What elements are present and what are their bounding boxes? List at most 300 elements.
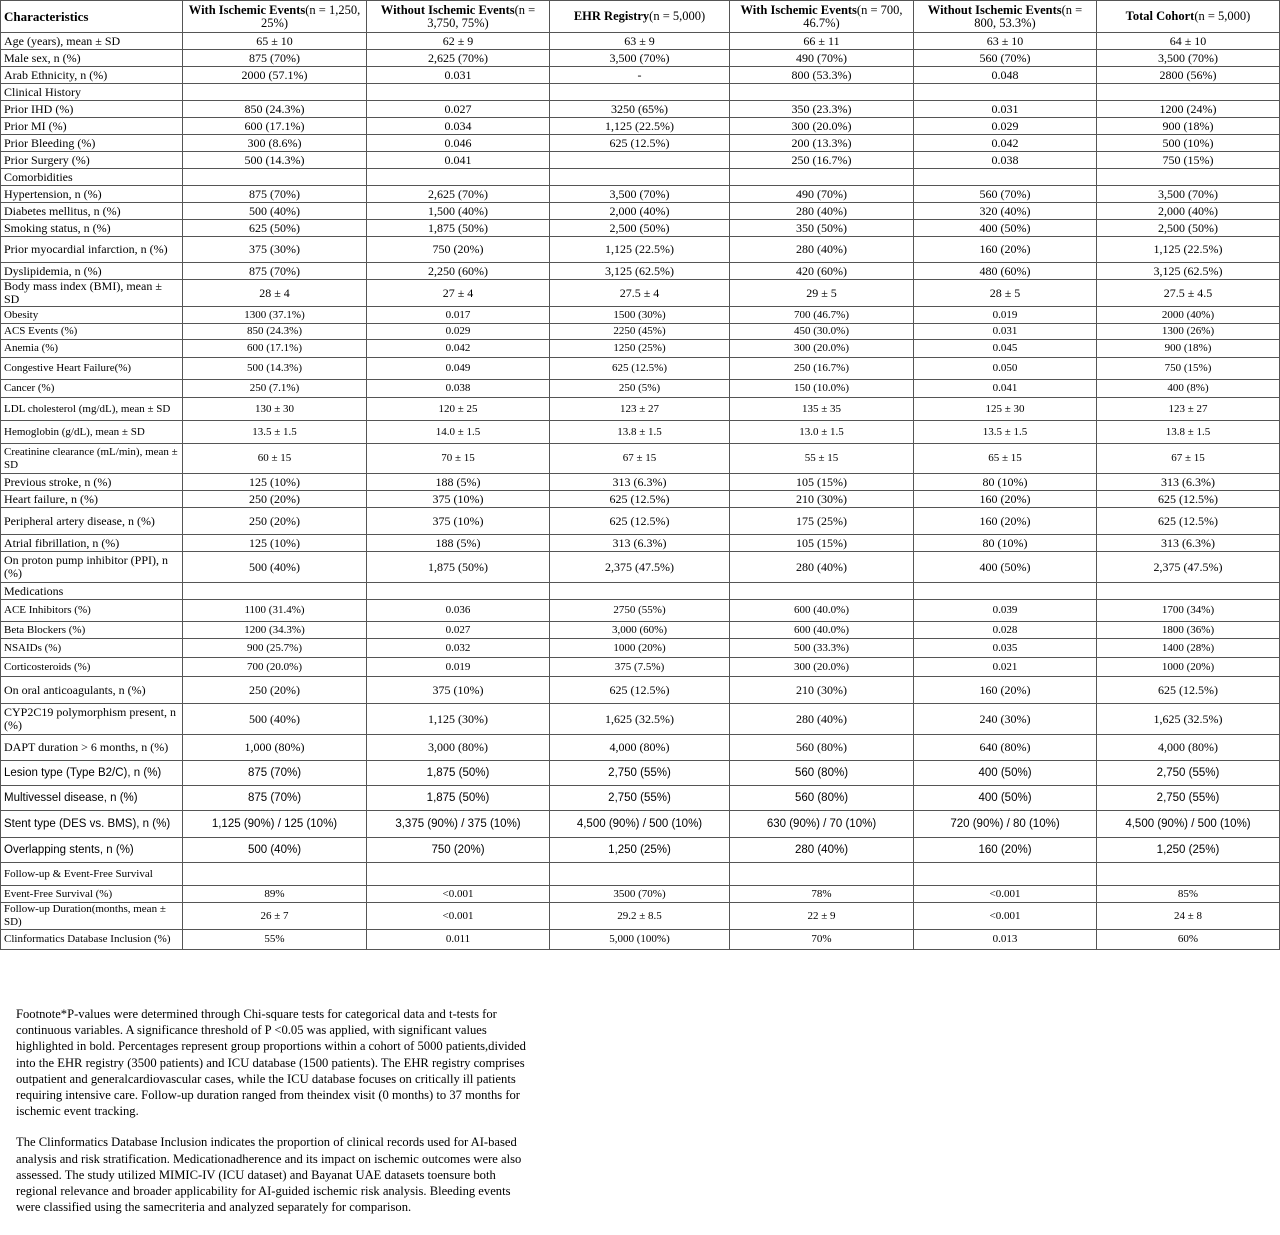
table-cell: 105 (15%) bbox=[730, 535, 914, 552]
table-cell: 250 (7.1%) bbox=[183, 380, 367, 398]
table-cell: 630 (90%) / 70 (10%) bbox=[730, 811, 914, 838]
table-cell: 420 (60%) bbox=[730, 263, 914, 280]
table-cell: 480 (60%) bbox=[914, 263, 1097, 280]
table-cell: 70% bbox=[730, 930, 914, 950]
table-cell: 0.027 bbox=[367, 622, 550, 639]
table-cell: 1700 (34%) bbox=[1097, 600, 1280, 622]
table-row bbox=[1, 358, 1280, 380]
table-cell: 160 (20%) bbox=[914, 838, 1097, 863]
table-cell: 0.013 bbox=[914, 930, 1097, 950]
column-header-title: Without Ischemic Events bbox=[380, 2, 515, 17]
row-label: Stent type (DES vs. BMS), n (%) bbox=[1, 811, 183, 838]
table-cell: 0.019 bbox=[367, 658, 550, 677]
table-cell: 1,125 (30%) bbox=[367, 704, 550, 735]
table-cell bbox=[1097, 863, 1280, 886]
table-row bbox=[1, 50, 1280, 67]
table-row bbox=[1, 380, 1280, 398]
table-cell bbox=[914, 169, 1097, 186]
table-cell: 375 (10%) bbox=[367, 508, 550, 535]
row-label: Arab Ethnicity, n (%) bbox=[1, 67, 183, 84]
row-label: On proton pump inhibitor (PPI), n (%) bbox=[1, 552, 183, 583]
table-cell: 1,875 (50%) bbox=[367, 552, 550, 583]
row-label: Creatinine clearance (mL/min), mean ± SD bbox=[1, 444, 183, 474]
table-cell: 210 (30%) bbox=[730, 677, 914, 704]
table-cell: 65 ± 10 bbox=[183, 33, 367, 50]
table-row bbox=[1, 735, 1280, 761]
table-cell: 4,500 (90%) / 500 (10%) bbox=[550, 811, 730, 838]
table-cell: 0.035 bbox=[914, 639, 1097, 658]
table-cell: 900 (18%) bbox=[1097, 118, 1280, 135]
table-cell: 125 (10%) bbox=[183, 535, 367, 552]
table-row bbox=[1, 118, 1280, 135]
table-cell: 13.5 ± 1.5 bbox=[914, 421, 1097, 444]
table-cell: 750 (20%) bbox=[367, 237, 550, 263]
table-cell: 240 (30%) bbox=[914, 704, 1097, 735]
table-cell: 2,625 (70%) bbox=[367, 50, 550, 67]
column-header-title: Total Cohort bbox=[1125, 9, 1195, 23]
table-cell: 160 (20%) bbox=[914, 491, 1097, 508]
table-cell: 2,375 (47.5%) bbox=[550, 552, 730, 583]
column-header-title: Characteristics bbox=[4, 9, 89, 24]
row-label: Prior IHD (%) bbox=[1, 101, 183, 118]
column-header bbox=[1097, 1, 1280, 33]
table-cell: 1,625 (32.5%) bbox=[1097, 704, 1280, 735]
table-cell bbox=[367, 84, 550, 101]
table-cell: 2,500 (50%) bbox=[550, 220, 730, 237]
table-cell: 1300 (26%) bbox=[1097, 324, 1280, 340]
table-cell: 85% bbox=[1097, 886, 1280, 903]
table-cell: 0.045 bbox=[914, 340, 1097, 358]
column-header-title: Without Ischemic Events bbox=[927, 2, 1062, 17]
table-cell: 29.2 ± 8.5 bbox=[550, 903, 730, 930]
row-label: Prior myocardial infarction, n (%) bbox=[1, 237, 183, 263]
row-label: Peripheral artery disease, n (%) bbox=[1, 508, 183, 535]
table-cell: 750 (15%) bbox=[1097, 152, 1280, 169]
table-cell: 0.050 bbox=[914, 358, 1097, 380]
column-header-title: EHR Registry bbox=[573, 9, 650, 23]
table-cell: 560 (70%) bbox=[914, 50, 1097, 67]
table-cell bbox=[367, 169, 550, 186]
table-cell: 500 (40%) bbox=[183, 203, 367, 220]
table-cell: 625 (12.5%) bbox=[550, 677, 730, 704]
table-cell: 560 (80%) bbox=[730, 761, 914, 786]
table-cell: 400 (50%) bbox=[914, 220, 1097, 237]
table-row bbox=[1, 600, 1280, 622]
row-label: Prior MI (%) bbox=[1, 118, 183, 135]
table-cell: 560 (70%) bbox=[914, 186, 1097, 203]
table-cell: 250 (5%) bbox=[550, 380, 730, 398]
table-row bbox=[1, 203, 1280, 220]
table-cell bbox=[1097, 169, 1280, 186]
table-header-row bbox=[1, 1, 1280, 33]
table-row bbox=[1, 421, 1280, 444]
table-cell: 0.048 bbox=[914, 67, 1097, 84]
table-cell: 0.029 bbox=[914, 118, 1097, 135]
table-cell: 0.034 bbox=[367, 118, 550, 135]
section-row bbox=[1, 169, 1280, 186]
table-cell: 2,375 (47.5%) bbox=[1097, 552, 1280, 583]
table-cell: 875 (70%) bbox=[183, 761, 367, 786]
table-body bbox=[1, 33, 1280, 950]
row-label: NSAIDs (%) bbox=[1, 639, 183, 658]
table-cell: 625 (12.5%) bbox=[550, 358, 730, 380]
row-label: Congestive Heart Failure(%) bbox=[1, 358, 183, 380]
table-cell: 3,500 (70%) bbox=[550, 50, 730, 67]
table-cell: 3,125 (62.5%) bbox=[550, 263, 730, 280]
table-cell: 67 ± 15 bbox=[550, 444, 730, 474]
table-cell bbox=[183, 863, 367, 886]
section-row bbox=[1, 84, 1280, 101]
table-cell: 0.028 bbox=[914, 622, 1097, 639]
table-cell: 250 (20%) bbox=[183, 677, 367, 704]
table-cell: 400 (50%) bbox=[914, 786, 1097, 811]
table-cell bbox=[367, 863, 550, 886]
table-cell: 313 (6.3%) bbox=[550, 474, 730, 491]
row-label: Multivessel disease, n (%) bbox=[1, 786, 183, 811]
table-cell: 500 (14.3%) bbox=[183, 152, 367, 169]
table-cell: 60 ± 15 bbox=[183, 444, 367, 474]
table-cell: 450 (30.0%) bbox=[730, 324, 914, 340]
column-header-count: (n = 800, 53.3%) bbox=[974, 2, 1083, 30]
column-header-count: (n = 1,250, 25%) bbox=[260, 2, 361, 30]
table-row bbox=[1, 508, 1280, 535]
table-cell: 1,250 (25%) bbox=[550, 838, 730, 863]
table-cell: 0.031 bbox=[367, 67, 550, 84]
table-cell bbox=[730, 169, 914, 186]
table-cell: 600 (40.0%) bbox=[730, 600, 914, 622]
table-cell: 1200 (24%) bbox=[1097, 101, 1280, 118]
table-cell: 2,750 (55%) bbox=[550, 761, 730, 786]
table-cell: 2750 (55%) bbox=[550, 600, 730, 622]
table-cell: 123 ± 27 bbox=[550, 398, 730, 421]
table-cell: 560 (80%) bbox=[730, 735, 914, 761]
table-cell: 900 (18%) bbox=[1097, 340, 1280, 358]
row-label: Heart failure, n (%) bbox=[1, 491, 183, 508]
table-row bbox=[1, 658, 1280, 677]
table-cell: 1,125 (90%) / 125 (10%) bbox=[183, 811, 367, 838]
table-cell bbox=[183, 583, 367, 600]
table-row bbox=[1, 677, 1280, 704]
table-row bbox=[1, 786, 1280, 811]
row-label: Hypertension, n (%) bbox=[1, 186, 183, 203]
table-cell: 1,125 (22.5%) bbox=[1097, 237, 1280, 263]
table-cell: 3,500 (70%) bbox=[1097, 186, 1280, 203]
table-row bbox=[1, 552, 1280, 583]
table-cell: 3,375 (90%) / 375 (10%) bbox=[367, 811, 550, 838]
table-cell: 2,250 (60%) bbox=[367, 263, 550, 280]
table-row bbox=[1, 639, 1280, 658]
table-cell: 300 (20.0%) bbox=[730, 658, 914, 677]
table-cell: 900 (25.7%) bbox=[183, 639, 367, 658]
table-cell: 1,250 (25%) bbox=[1097, 838, 1280, 863]
table-cell: 27.5 ± 4.5 bbox=[1097, 280, 1280, 307]
column-header bbox=[367, 1, 550, 33]
table-cell: 280 (40%) bbox=[730, 237, 914, 263]
table-cell: 490 (70%) bbox=[730, 50, 914, 67]
row-label: Clinformatics Database Inclusion (%) bbox=[1, 930, 183, 950]
table-cell: 67 ± 15 bbox=[1097, 444, 1280, 474]
table-cell: 0.011 bbox=[367, 930, 550, 950]
table-cell: 313 (6.3%) bbox=[1097, 474, 1280, 491]
table-cell: 210 (30%) bbox=[730, 491, 914, 508]
row-label: ACE Inhibitors (%) bbox=[1, 600, 183, 622]
table-cell: 500 (10%) bbox=[1097, 135, 1280, 152]
table-cell: 850 (24.3%) bbox=[183, 101, 367, 118]
table-cell: 350 (50%) bbox=[730, 220, 914, 237]
column-header bbox=[730, 1, 914, 33]
table-row bbox=[1, 704, 1280, 735]
column-header-count: (n = 5,000) bbox=[649, 9, 706, 23]
table-cell: 1000 (20%) bbox=[1097, 658, 1280, 677]
table-cell: 2,750 (55%) bbox=[550, 786, 730, 811]
row-label: Male sex, n (%) bbox=[1, 50, 183, 67]
section-label: Clinical History bbox=[1, 84, 183, 101]
table-cell: 65 ± 15 bbox=[914, 444, 1097, 474]
table-cell bbox=[550, 84, 730, 101]
table-cell: 2,000 (40%) bbox=[550, 203, 730, 220]
row-label: ACS Events (%) bbox=[1, 324, 183, 340]
column-header-title: With Ischemic Events bbox=[740, 2, 857, 17]
table-cell: 320 (40%) bbox=[914, 203, 1097, 220]
section-row bbox=[1, 583, 1280, 600]
table-cell: 0.042 bbox=[367, 340, 550, 358]
table-cell: 160 (20%) bbox=[914, 508, 1097, 535]
table-cell: 80 (10%) bbox=[914, 474, 1097, 491]
table-cell: 300 (20.0%) bbox=[730, 340, 914, 358]
table-row bbox=[1, 535, 1280, 552]
table-cell: 0.029 bbox=[367, 324, 550, 340]
table-cell: 89% bbox=[183, 886, 367, 903]
table-cell: 13.5 ± 1.5 bbox=[183, 421, 367, 444]
table-cell: 1,500 (40%) bbox=[367, 203, 550, 220]
table-cell: 29 ± 5 bbox=[730, 280, 914, 307]
table-cell: 13.0 ± 1.5 bbox=[730, 421, 914, 444]
table-cell bbox=[730, 84, 914, 101]
table-cell: 13.8 ± 1.5 bbox=[1097, 421, 1280, 444]
table-cell: 625 (12.5%) bbox=[1097, 491, 1280, 508]
table-cell: 4,000 (80%) bbox=[1097, 735, 1280, 761]
table-cell: 300 (8.6%) bbox=[183, 135, 367, 152]
table-row bbox=[1, 398, 1280, 421]
table-cell: 0.038 bbox=[367, 380, 550, 398]
table-row bbox=[1, 186, 1280, 203]
row-label: Age (years), mean ± SD bbox=[1, 33, 183, 50]
table-cell: 0.017 bbox=[367, 307, 550, 324]
table-cell: 3250 (65%) bbox=[550, 101, 730, 118]
column-header bbox=[183, 1, 367, 33]
table-cell: 3,000 (60%) bbox=[550, 622, 730, 639]
row-label: Event-Free Survival (%) bbox=[1, 886, 183, 903]
table-cell: 625 (12.5%) bbox=[550, 491, 730, 508]
table-cell: 400 (50%) bbox=[914, 552, 1097, 583]
table-cell: <0.001 bbox=[914, 903, 1097, 930]
table-cell: 125 (10%) bbox=[183, 474, 367, 491]
table-cell: <0.001 bbox=[914, 886, 1097, 903]
table-cell: <0.001 bbox=[367, 903, 550, 930]
table-cell bbox=[183, 84, 367, 101]
table-cell bbox=[550, 863, 730, 886]
table-cell: 250 (20%) bbox=[183, 491, 367, 508]
row-label: Prior Surgery (%) bbox=[1, 152, 183, 169]
table-cell: 280 (40%) bbox=[730, 552, 914, 583]
table-cell: 2,500 (50%) bbox=[1097, 220, 1280, 237]
table-cell: 4,000 (80%) bbox=[550, 735, 730, 761]
row-label: Body mass index (BMI), mean ± SD bbox=[1, 280, 183, 307]
table-cell: 1200 (34.3%) bbox=[183, 622, 367, 639]
table-cell: 600 (17.1%) bbox=[183, 340, 367, 358]
table-cell: 78% bbox=[730, 886, 914, 903]
table-cell: 0.031 bbox=[914, 101, 1097, 118]
table-cell: 1,625 (32.5%) bbox=[550, 704, 730, 735]
table-cell: 375 (7.5%) bbox=[550, 658, 730, 677]
table-cell: 1,125 (22.5%) bbox=[550, 237, 730, 263]
table-cell: 0.042 bbox=[914, 135, 1097, 152]
table-cell bbox=[730, 863, 914, 886]
table-cell: 188 (5%) bbox=[367, 535, 550, 552]
row-label: Beta Blockers (%) bbox=[1, 622, 183, 639]
row-label: Anemia (%) bbox=[1, 340, 183, 358]
table-cell: 280 (40%) bbox=[730, 704, 914, 735]
table-cell: 280 (40%) bbox=[730, 838, 914, 863]
table-cell: 3,125 (62.5%) bbox=[1097, 263, 1280, 280]
column-header-count: (n = 5,000) bbox=[1194, 9, 1251, 23]
table-cell: 250 (20%) bbox=[183, 508, 367, 535]
table-cell: 125 ± 30 bbox=[914, 398, 1097, 421]
column-header-count: (n = 3,750, 75%) bbox=[427, 2, 536, 30]
table-cell: 0.027 bbox=[367, 101, 550, 118]
table-cell: 875 (70%) bbox=[183, 186, 367, 203]
table-cell: 1400 (28%) bbox=[1097, 639, 1280, 658]
table-cell: 375 (10%) bbox=[367, 677, 550, 704]
table-cell: 64 ± 10 bbox=[1097, 33, 1280, 50]
table-row bbox=[1, 237, 1280, 263]
table-cell: 1,000 (80%) bbox=[183, 735, 367, 761]
section-label: Comorbidities bbox=[1, 169, 183, 186]
table-cell: 55% bbox=[183, 930, 367, 950]
table-cell: 313 (6.3%) bbox=[550, 535, 730, 552]
row-label: Smoking status, n (%) bbox=[1, 220, 183, 237]
table-cell: 500 (33.3%) bbox=[730, 639, 914, 658]
row-label: Follow-up Duration(months, mean ± SD) bbox=[1, 903, 183, 930]
table-row bbox=[1, 474, 1280, 491]
table-cell bbox=[1097, 84, 1280, 101]
table-cell: 14.0 ± 1.5 bbox=[367, 421, 550, 444]
table-row bbox=[1, 930, 1280, 950]
table-cell bbox=[914, 583, 1097, 600]
table-cell: 2000 (40%) bbox=[1097, 307, 1280, 324]
table-cell: 625 (12.5%) bbox=[550, 135, 730, 152]
section-label: Medications bbox=[1, 583, 183, 600]
table-row bbox=[1, 307, 1280, 324]
table-cell bbox=[183, 169, 367, 186]
table-cell: 1,875 (50%) bbox=[367, 786, 550, 811]
table-cell: 123 ± 27 bbox=[1097, 398, 1280, 421]
row-label: Diabetes mellitus, n (%) bbox=[1, 203, 183, 220]
table-cell: 1500 (30%) bbox=[550, 307, 730, 324]
table-cell: 150 (10.0%) bbox=[730, 380, 914, 398]
row-label: Lesion type (Type B2/C), n (%) bbox=[1, 761, 183, 786]
table-cell: 500 (40%) bbox=[183, 704, 367, 735]
table-cell: 1000 (20%) bbox=[550, 639, 730, 658]
row-label: Overlapping stents, n (%) bbox=[1, 838, 183, 863]
table-cell: 2,625 (70%) bbox=[367, 186, 550, 203]
row-label: Dyslipidemia, n (%) bbox=[1, 263, 183, 280]
table-cell bbox=[730, 583, 914, 600]
table-row bbox=[1, 152, 1280, 169]
table-cell: 600 (40.0%) bbox=[730, 622, 914, 639]
table-cell: 500 (40%) bbox=[183, 838, 367, 863]
table-cell bbox=[550, 152, 730, 169]
table-cell: 1300 (37.1%) bbox=[183, 307, 367, 324]
table-cell: 0.041 bbox=[367, 152, 550, 169]
table-cell: 80 (10%) bbox=[914, 535, 1097, 552]
table-cell: 0.049 bbox=[367, 358, 550, 380]
table-cell: 0.019 bbox=[914, 307, 1097, 324]
table-cell: 22 ± 9 bbox=[730, 903, 914, 930]
table-cell: 70 ± 15 bbox=[367, 444, 550, 474]
table-cell: 350 (23.3%) bbox=[730, 101, 914, 118]
table-cell: 0.032 bbox=[367, 639, 550, 658]
table-cell: - bbox=[550, 67, 730, 84]
table-cell: 400 (8%) bbox=[1097, 380, 1280, 398]
footnote bbox=[16, 1006, 534, 1230]
table-cell: 850 (24.3%) bbox=[183, 324, 367, 340]
table-cell: 27.5 ± 4 bbox=[550, 280, 730, 307]
section-label: Follow-up & Event-Free Survival bbox=[1, 863, 183, 886]
footnote-paragraph: The Clinformatics Database Inclusion indicates the proportion of clinical records used for AI-based analysis and risk stratification. Medicationadherence and its impact on ischemic outcomes were also assessed. The study utilized MIMIC-IV (ICU dataset) and Bayanat UAE datasets toensure both regional relevance and broader applicability for AI-guided ischemic risk analysis. Bleeding events were classified using the samecriteria and analyzed separately for comparison. bbox=[16, 1135, 522, 1215]
footnote-paragraph: Footnote*P-values were determined through Chi-square tests for categorical data and t-tests for continuous variables. A significance threshold of P <0.05 was applied, with significant values highlighted in bold. Percentages represent group proportions within a cohort of 5000 patients,divided into the EHR registry (3500 patients) and ICU database (1500 patients). The EHR registry comprises outpatient and generalcardiovascular cases, while the ICU database focuses on critically ill patients requiring intensive care. Follow-up duration ranged from theindex visit (0 months) to 37 months for ischemic event tracking. bbox=[16, 1007, 526, 1119]
table-cell bbox=[550, 583, 730, 600]
table-cell: 28 ± 4 bbox=[183, 280, 367, 307]
table-cell: 1,875 (50%) bbox=[367, 761, 550, 786]
table-cell: <0.001 bbox=[367, 886, 550, 903]
table-cell: 800 (53.3%) bbox=[730, 67, 914, 84]
table-cell: 130 ± 30 bbox=[183, 398, 367, 421]
table-cell: 500 (14.3%) bbox=[183, 358, 367, 380]
table-cell bbox=[914, 84, 1097, 101]
table-row bbox=[1, 280, 1280, 307]
table-cell: 120 ± 25 bbox=[367, 398, 550, 421]
table-cell: 720 (90%) / 80 (10%) bbox=[914, 811, 1097, 838]
table-cell: 0.031 bbox=[914, 324, 1097, 340]
table-cell: 700 (46.7%) bbox=[730, 307, 914, 324]
table-cell bbox=[1097, 583, 1280, 600]
table-cell: 750 (15%) bbox=[1097, 358, 1280, 380]
row-label: Obesity bbox=[1, 307, 183, 324]
table-cell: 0.036 bbox=[367, 600, 550, 622]
table-cell bbox=[914, 863, 1097, 886]
table-cell: 24 ± 8 bbox=[1097, 903, 1280, 930]
table-cell: 0.021 bbox=[914, 658, 1097, 677]
table-cell: 188 (5%) bbox=[367, 474, 550, 491]
table-cell: 1,875 (50%) bbox=[367, 220, 550, 237]
row-label: Hemoglobin (g/dL), mean ± SD bbox=[1, 421, 183, 444]
table-cell: 560 (80%) bbox=[730, 786, 914, 811]
table-cell: 250 (16.7%) bbox=[730, 152, 914, 169]
table-cell: 2,000 (40%) bbox=[1097, 203, 1280, 220]
table-row bbox=[1, 101, 1280, 118]
table-cell: 2250 (45%) bbox=[550, 324, 730, 340]
table-cell: 200 (13.3%) bbox=[730, 135, 914, 152]
row-label: Prior Bleeding (%) bbox=[1, 135, 183, 152]
table-row bbox=[1, 340, 1280, 358]
table-cell: 0.038 bbox=[914, 152, 1097, 169]
section-row bbox=[1, 863, 1280, 886]
table-cell: 1,125 (22.5%) bbox=[550, 118, 730, 135]
table-row bbox=[1, 811, 1280, 838]
table-cell bbox=[367, 583, 550, 600]
table-cell: 280 (40%) bbox=[730, 203, 914, 220]
